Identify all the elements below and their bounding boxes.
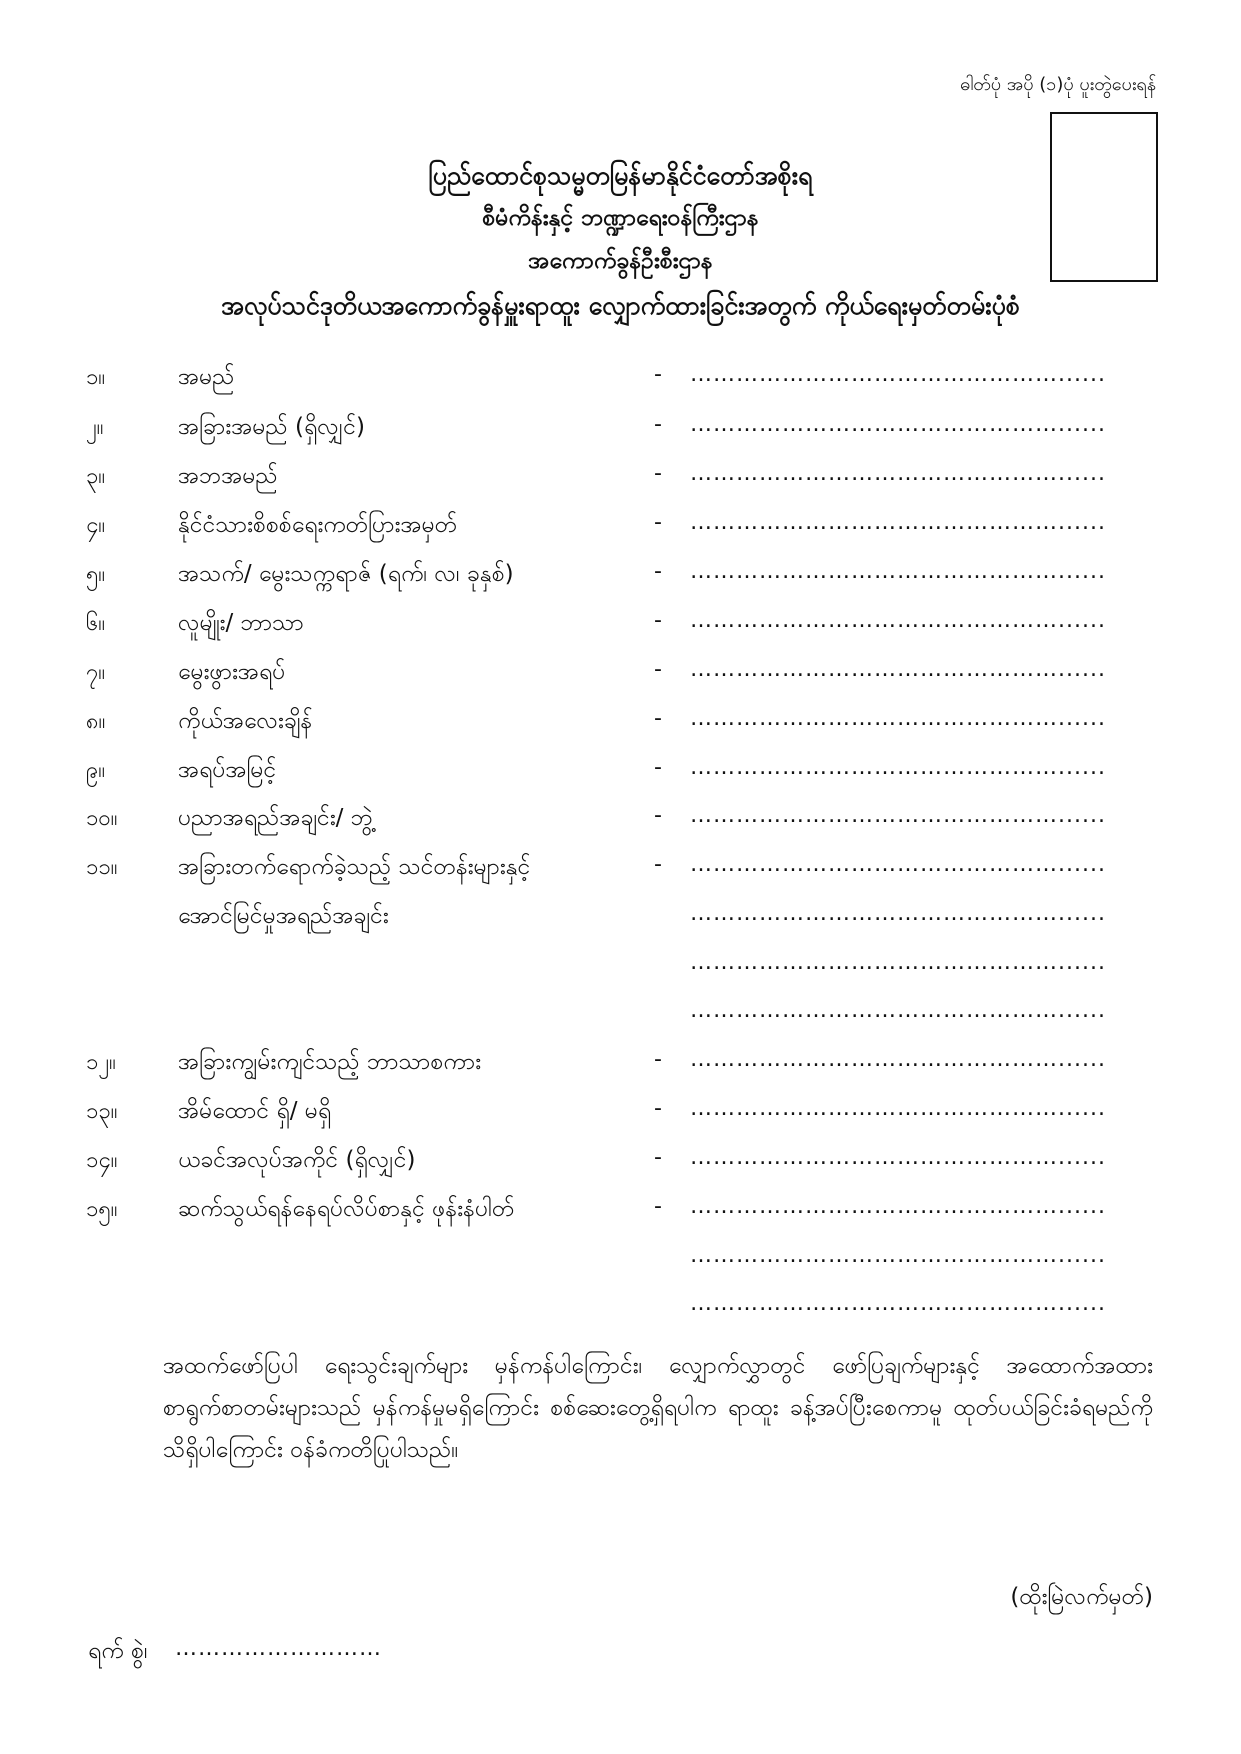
item-number: ၂။ (86, 415, 104, 440)
item-label: ဆက်သွယ်ရန်နေရပ်လိပ်စာနှင့် ဖုန်းနံပါတ် (178, 1196, 515, 1222)
item-number: ၇။ (86, 660, 106, 685)
item-number: ၁၅။ (86, 1197, 118, 1222)
fill-line[interactable]: …………………………………………...... (690, 362, 1106, 387)
date-fill-line[interactable]: ……………………… (175, 1636, 382, 1661)
item-label: ကိုယ်အလေးချိန် (178, 708, 313, 734)
fill-line[interactable]: …………………………………………...... (690, 1047, 1106, 1072)
photo-note: ဓါတ်ပုံ အပို (၁)ပုံ ပူးတွဲပေးရန် (960, 74, 1157, 95)
item-number: ၁၄။ (86, 1148, 118, 1173)
item-label: ပညာအရည်အချင်း/ ဘွဲ့ (178, 805, 373, 831)
fill-line[interactable]: …………………………………………...... (690, 1194, 1106, 1219)
item-dash: - (654, 461, 662, 486)
item-dash: - (654, 755, 662, 780)
title-department: အကောက်ခွန်ဦးစီးဌာန (528, 248, 713, 274)
item-dash: - (654, 1194, 662, 1219)
fill-line[interactable]: …………………………………………...... (690, 901, 1106, 926)
title-ministry: စီမံကိန်းနှင့် ဘဏ္ဍာရေးဝန်ကြီးဌာန (482, 205, 759, 231)
item-dash: - (654, 412, 662, 437)
fill-line[interactable]: …………………………………………...... (690, 1291, 1106, 1316)
item-label: ယခင်အလုပ်အကိုင် (ရှိလျှင်) (178, 1147, 416, 1173)
item-dash: - (654, 706, 662, 731)
item-dash: - (654, 657, 662, 682)
item-label: အခြားအမည် (ရှိလျှင်) (178, 414, 366, 440)
item-number: ၄။ (86, 513, 106, 538)
item-number: ၁၁။ (86, 855, 118, 880)
fill-line[interactable]: …………………………………………...... (690, 1243, 1106, 1268)
item-label: လူမျိုး/ ဘာသာ (178, 610, 304, 636)
item-dash: - (654, 803, 662, 828)
item-label: အသက်/ မွေးသက္ကရာဇ် (ရက်၊ လ၊ ခုနှစ်) (178, 561, 514, 587)
fill-line[interactable]: …………………………………………...... (690, 412, 1106, 437)
item-label: အရပ်အမြင့် (178, 757, 277, 783)
thumbprint-label: (ထိုးမြဲလက်မှတ်) (1010, 1584, 1153, 1610)
item-number: ၈။ (86, 709, 106, 734)
item-label: အခြားတက်ရောက်ခဲ့သည့် သင်တန်းများနှင့် (178, 854, 531, 880)
item-dash: - (654, 608, 662, 633)
fill-line[interactable]: …………………………………………...... (690, 998, 1106, 1023)
form-title: အလုပ်သင်ဒုတိယအကောက်ခွန်မှူးရာထူး လျှောက်ထားခြင်းအတွက် ကိုယ်ရေးမှတ်တမ်းပုံစံ (221, 291, 1020, 320)
item-label: အဘအမည် (178, 463, 278, 489)
item-number: ၆။ (86, 611, 106, 636)
item-number: ၁၀။ (86, 806, 118, 831)
fill-line[interactable]: …………………………………………...... (690, 1096, 1106, 1121)
fill-line[interactable]: …………………………………………...... (690, 706, 1106, 731)
fill-line[interactable]: …………………………………………...... (690, 559, 1106, 584)
fill-line[interactable]: …………………………………………...... (690, 657, 1106, 682)
item-dash: - (654, 510, 662, 535)
item-number: ၉။ (86, 758, 106, 783)
fill-line[interactable]: …………………………………………...... (690, 1145, 1106, 1170)
item-dash: - (654, 559, 662, 584)
item-dash: - (654, 852, 662, 877)
fill-line[interactable]: …………………………………………...... (690, 803, 1106, 828)
title-government: ပြည်ထောင်စုသမ္မတမြန်မာနိုင်ငံတော်အစိုးရ (428, 161, 813, 190)
fill-line[interactable]: …………………………………………...... (690, 461, 1106, 486)
item-number: ၁။ (86, 365, 106, 390)
fill-line[interactable]: …………………………………………...... (690, 510, 1106, 535)
item-dash: - (654, 1145, 662, 1170)
item-number: ၃။ (86, 464, 106, 489)
declaration-text: အထက်ဖော်ပြပါ ရေးသွင်းချက်များ မှန်ကန်ပါကြောင်း၊ လျှောက်လွှာတွင် ဖော်ပြချက်များနှင့် အထောက်အထားစာရွက်စာတမ်းများသည် မှန်ကန်မှုမရှိကြောင်း စစ်ဆေးတွေ့ရှိရပါက ရာထူး ခန့်အပ်ပြီးစေကာမူ ထုတ်ပယ်ခြင်းခံရမည်ကို သိရှိပါကြောင်း ဝန်ခံကတိပြုပါသည်။ (163, 1353, 1153, 1463)
item-number: ၁၂။ (86, 1050, 116, 1075)
fill-line[interactable]: …………………………………………...... (690, 950, 1106, 975)
fill-line[interactable]: …………………………………………...... (690, 608, 1106, 633)
fill-line[interactable]: …………………………………………...... (690, 755, 1106, 780)
item-dash: - (654, 1047, 662, 1072)
item-label: အမည် (178, 364, 235, 390)
item-number: ၅။ (86, 562, 106, 587)
item-label: နိုင်ငံသားစိစစ်ရေးကတ်ပြားအမှတ် (178, 512, 458, 538)
item-dash: - (654, 1096, 662, 1121)
item-dash: - (654, 362, 662, 387)
item-label: အိမ်ထောင် ရှိ/ မရှိ (178, 1098, 332, 1124)
item-label: အခြားကျွမ်းကျင်သည့် ဘာသာစကား (178, 1049, 482, 1075)
item-label-continued: အောင်မြင်မှုအရည်အချင်း (178, 903, 389, 929)
date-label: ရက် စွဲ၊ (88, 1638, 148, 1664)
item-label: မွေးဖွားအရပ် (178, 659, 286, 685)
fill-line[interactable]: …………………………………………...... (690, 852, 1106, 877)
item-number: ၁၃။ (86, 1099, 118, 1124)
